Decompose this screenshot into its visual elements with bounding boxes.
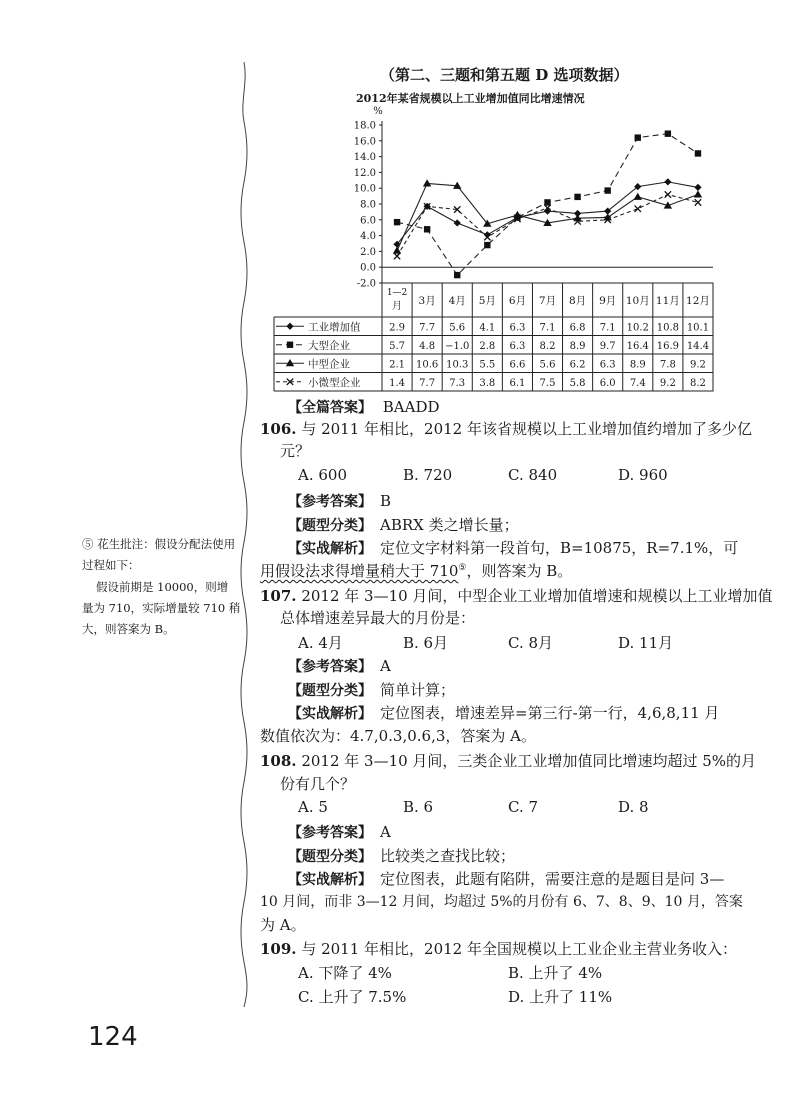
y-tick-label: 12.0: [353, 167, 376, 179]
margin-divider: [236, 62, 252, 1007]
series-3-point: [393, 246, 401, 253]
series-2-point: [394, 219, 400, 225]
series-3-value-label: 5.6: [539, 359, 556, 371]
q108-stem-line1: 108. 2012 年 3—10 月间，三类企业工业增加值同比增速均超过 5%的月: [260, 752, 757, 770]
q108-option-c: C. 7: [508, 798, 539, 816]
series-2-value-label: 4.8: [419, 340, 436, 352]
q108-option-a: A. 5: [298, 798, 328, 816]
y-tick-label: 0.0: [360, 262, 376, 274]
series-4-value-label: 7.5: [539, 377, 556, 389]
series-1-legend-marker: [286, 323, 293, 330]
y-axis-unit-label: %: [373, 106, 383, 117]
all-answers: 【全篇答案】 BAADD: [288, 398, 440, 416]
category-label: 4月: [448, 295, 466, 307]
series-4-value-label: 7.4: [629, 377, 646, 389]
series-2-value-label: −1.0: [445, 340, 470, 352]
y-tick-label: 8.0: [360, 199, 376, 211]
series-3-value-label: 6.6: [509, 359, 526, 371]
category-label: 8月: [568, 295, 587, 307]
q109-option-d: D. 上升了 11%: [508, 988, 613, 1006]
y-tick-label: 4.0: [360, 231, 376, 243]
series-2-point: [484, 242, 490, 248]
q106-option-d: D. 960: [618, 466, 668, 484]
sidenote-line3: 假设前期是 10000，则增: [96, 580, 229, 594]
series-4-value-label: 9.2: [659, 377, 676, 389]
series-4-value-label: 5.8: [569, 377, 586, 389]
series-3-value-label: 6.2: [569, 359, 586, 371]
line-chart: [270, 100, 730, 392]
q106-option-b: B. 720: [403, 466, 453, 484]
series-4-point: [665, 191, 671, 197]
series-2-point: [574, 194, 580, 200]
page-number: 124: [88, 1022, 138, 1052]
q108-type: 【题型分类】 比较类之查找比较；: [288, 847, 516, 865]
y-tick-label: 10.0: [353, 183, 376, 195]
series-4-value-label: 7.7: [419, 377, 436, 389]
series-1-value-label: 7.1: [539, 322, 556, 334]
series-3-value-label: 10.3: [446, 359, 469, 371]
series-3-point: [634, 193, 642, 200]
q108-option-b: B. 6: [403, 798, 434, 816]
y-tick-label: 6.0: [360, 215, 376, 227]
series-4-point: [394, 253, 400, 259]
series-2-point: [635, 134, 641, 140]
y-tick-label: -2.0: [356, 278, 376, 290]
q107-option-b: B. 6月: [403, 634, 449, 652]
category-label: 9月: [599, 295, 617, 307]
series-2-value-label: 6.3: [509, 340, 526, 352]
series-2-legend-label: 大型企业: [308, 339, 350, 352]
series-3-legend-label: 中型企业: [308, 358, 350, 371]
series-2-value-label: 9.7: [599, 340, 616, 352]
q108-stem-line2: 份有几个？: [280, 775, 356, 793]
series-1-value-label: 6.8: [569, 322, 586, 334]
category-label: 12月: [686, 295, 710, 307]
sidenote-line1: ⑤ 花生批注：假设分配法使用: [82, 537, 236, 551]
series-1-value-label: 4.1: [479, 322, 496, 334]
series-4-point: [635, 206, 641, 212]
q107-stem-line1: 107. 2012 年 3—10 月间，中型企业工业增加值增速和规模以上工业增加值: [260, 587, 773, 605]
q109-stem-line1: 109. 与 2011 年相比，2012 年全国规模以上工业企业主营业务收入：: [260, 940, 737, 958]
q106-type: 【题型分类】 ABRX 类之增长量；: [288, 516, 519, 534]
series-4-value-label: 8.2: [690, 377, 706, 389]
series-2-point: [424, 226, 430, 232]
series-1-value-label: 5.6: [449, 322, 466, 334]
series-3-value-label: 2.1: [389, 359, 405, 371]
series-1-point: [694, 184, 701, 191]
series-4-point: [695, 199, 701, 205]
series-3-value-label: 8.9: [629, 359, 646, 371]
series-2-point: [604, 187, 610, 193]
y-tick-label: 18.0: [353, 120, 376, 132]
series-4-value-label: 6.1: [509, 377, 526, 389]
q106-option-c: C. 840: [508, 466, 558, 484]
category-label: 5月: [478, 295, 496, 307]
series-1-legend-label: 工业增加值: [308, 321, 361, 334]
q108-analysis-line1: 【实战解析】 定位图表，此题有陷阱，需要注意的是题目是问 3—: [288, 870, 725, 888]
q109-option-a: A. 下降了 4%: [298, 964, 392, 982]
series-3-point: [694, 190, 702, 197]
series-2-value-label: 8.2: [539, 340, 556, 352]
q106-stem-line1: 106. 与 2011 年相比，2012 年该省规模以上工业增加值约增加了多少亿: [260, 420, 752, 438]
series-4-value-label: 7.3: [449, 377, 466, 389]
series-1-value-label: 2.9: [389, 322, 405, 334]
series-2-value-label: 8.9: [569, 340, 586, 352]
category-label: 7月: [538, 295, 557, 307]
series-1-value-label: 7.7: [419, 322, 436, 334]
series-4-value-label: 6.0: [599, 377, 616, 389]
series-1-value-label: 10.8: [656, 322, 679, 334]
series-3-line: [397, 183, 698, 250]
q107-analysis-line1: 【实战解析】 定位图表，增速差异=第三行-第一行，4,6,8,11 月: [288, 704, 720, 722]
series-4-value-label: 1.4: [389, 377, 405, 389]
q106-analysis-line1: 【实战解析】 定位文字材料第一段首句，B=10875，R=7.1%，可: [288, 539, 739, 557]
category-label: 月: [392, 301, 403, 312]
category-label: 1—2: [386, 288, 408, 298]
sidenote-line5: 大，则答案为 B。: [82, 622, 175, 636]
q106-stem-line2: 元？: [280, 442, 311, 460]
series-3-value-label: 7.8: [659, 359, 676, 371]
series-2-value-label: 16.9: [656, 340, 679, 352]
series-3-value-label: 10.6: [416, 359, 439, 371]
category-label: 3月: [418, 295, 436, 307]
series-1-value-label: 6.3: [509, 322, 526, 334]
series-4-value-label: 3.8: [479, 377, 496, 389]
series-4-legend-label: 小微型企业: [308, 376, 361, 389]
series-1-value-label: 10.2: [626, 322, 649, 334]
category-label: 6月: [508, 295, 527, 307]
series-2-legend-marker: [287, 342, 293, 348]
q107-answer: 【参考答案】 A: [288, 657, 391, 675]
series-1-point: [664, 178, 671, 185]
chart-title: 2012年某省规模以上工业增加值同比增速情况: [356, 92, 585, 105]
category-label: 11月: [655, 295, 680, 307]
y-tick-label: 14.0: [353, 152, 376, 164]
series-1-point: [454, 219, 461, 226]
chart-supertitle: （第二、三题和第五题 D 选项数据）: [380, 66, 629, 84]
q108-analysis-line2: 10 月间，而非 3—12 月间，均超过 5%的月份有 6、7、8、9、10 月，答案: [260, 894, 743, 910]
series-3-point: [423, 179, 431, 186]
series-1-value-label: 7.1: [599, 322, 616, 334]
series-2-point: [665, 130, 671, 136]
series-3-value-label: 5.5: [479, 359, 496, 371]
sidenote-line2: 过程如下：: [82, 558, 140, 572]
q108-answer: 【参考答案】 A: [288, 823, 391, 841]
q107-type: 【题型分类】 简单计算；: [288, 681, 456, 699]
series-1-value-label: 10.1: [686, 322, 710, 334]
y-tick-label: 2.0: [360, 246, 376, 258]
series-3-legend-marker: [286, 359, 294, 366]
sidenote-line4: 量为 710，实际增量较 710 稍: [82, 601, 241, 615]
series-2-value-label: 5.7: [389, 340, 405, 352]
q106-analysis-line2: 用假设法求得增量稍大于 710⑤，则答案为 B。: [260, 562, 573, 580]
series-2-value-label: 14.4: [686, 340, 710, 352]
q107-analysis-line2: 数值依次为：4.7,0.3,0.6,3，答案为 A。: [260, 727, 537, 745]
q109-option-b: B. 上升了 4%: [508, 964, 603, 982]
q107-option-d: D. 11月: [618, 634, 674, 652]
q107-stem-line2: 总体增速差异最大的月份是：: [280, 609, 476, 627]
series-2-point: [454, 272, 460, 278]
category-label: 10月: [625, 295, 650, 307]
q109-option-c: C. 上升了 7.5%: [298, 988, 407, 1006]
series-2-point: [695, 150, 701, 156]
q108-analysis-line3: 为 A。: [260, 916, 306, 934]
series-2-value-label: 2.8: [479, 340, 496, 352]
q107-option-a: A. 4月: [298, 634, 343, 652]
series-3-value-label: 6.3: [599, 359, 616, 371]
series-2-value-label: 16.4: [626, 340, 649, 352]
y-tick-label: 16.0: [353, 136, 376, 148]
q107-option-c: C. 8月: [508, 634, 554, 652]
series-3-value-label: 9.2: [690, 359, 706, 371]
q106-option-a: A. 600: [298, 466, 347, 484]
q108-option-d: D. 8: [618, 798, 649, 816]
q106-answer: 【参考答案】 B: [288, 492, 392, 510]
series-2-point: [544, 199, 550, 205]
